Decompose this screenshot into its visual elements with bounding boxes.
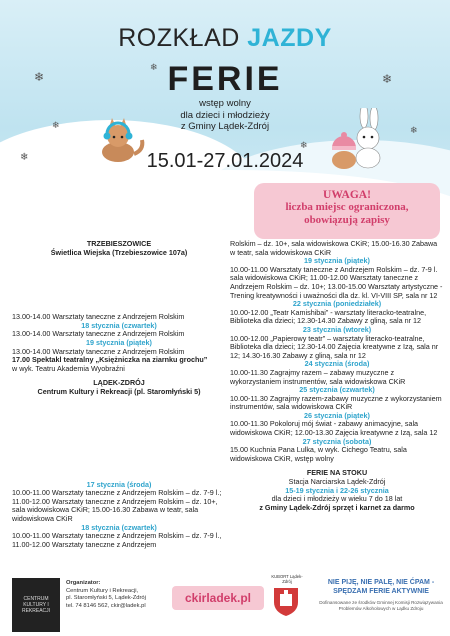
website-link[interactable]: ckirladek.pl (172, 586, 264, 610)
organizer-line: pl. Staromłyński 5, Lądek-Zdrój (66, 595, 146, 601)
date-heading: 17 stycznia (środa) (86, 479, 152, 489)
slogan (318, 578, 444, 596)
organizer-label: Organizator: (66, 580, 101, 586)
event-entry: w wyk. Teatru Akademia Wyobraźni (12, 363, 125, 373)
event-entry: 17.00 Spektakl teatralny „Księżniczka na ziarnku grochu” (12, 355, 208, 365)
date-heading: 25 stycznia (czwartek) (299, 385, 375, 395)
schedule-right-column (230, 240, 444, 512)
funding-note: Dofinansowane ze środków Gminnej Komisji Rozwiązywania Problemów Alkoholowych w Lądku Zdroju (319, 600, 443, 611)
notice-line: liczba miejsc ograniczona, (285, 201, 409, 213)
intro-line: wstęp wolny (199, 98, 251, 109)
intro-text (150, 98, 300, 133)
organizer-info (66, 580, 166, 610)
title-main: FERIE (167, 60, 283, 98)
event-entry: 10.00-12.00 „Teatr Kamishibai” - warsztaty literacko-teatralne, Biblioteka dla dzieci; 12.30-14.30 Zabawy z gliną, sala nr 12 (230, 307, 427, 326)
cat-illustration-icon (88, 116, 148, 166)
town-crest-icon (270, 580, 302, 618)
date-heading: 26 stycznia (piątek) (304, 410, 370, 420)
crest-caption: KUBORT Lądek-Zdrój (271, 574, 303, 584)
ski-dates: 15-19 stycznia i 22-26 stycznia (285, 485, 389, 495)
snowflake-icon: ❄ (52, 120, 60, 130)
snowflake-icon: ❄ (34, 70, 45, 84)
date-heading: 18 stycznia (czwartek) (81, 320, 157, 330)
ski-line: z Gminy Lądek-Zdrój sprzęt i karnet za darmo (259, 502, 415, 512)
title-prefix: ROZKŁAD (118, 24, 240, 52)
event-dates: 15.01-27.01.2024 (146, 150, 304, 172)
event-entry: 10.00-11.30 Zagrajmy razem – zabawy muzyczne z wykorzystaniem instrumentów, sala widowiskowa CKiR (230, 367, 406, 386)
intro-line: z Gminy Lądek-Zdrój (180, 121, 270, 132)
notice-heading: UWAGA! (323, 189, 371, 201)
ckir-logo (12, 578, 60, 632)
event-entry: 13.00-14.00 Warsztaty taneczne z Andrzejem Rolskim (12, 312, 185, 322)
schedule-left-column (12, 240, 226, 549)
notice-line: obowiązują zapisy (304, 214, 390, 226)
event-entry: 10.00-11.00 Warsztaty taneczne z Andrzejem Rolskim – dz. 7-9 l.; 11.00-12.00 Warsztaty taneczne z Andrzejem Rolskim – dz. 10+, sala widowiskowa CKiR; 15.00-16.30 Zabawa w teatr, sala widowiskowa CKiR (12, 488, 222, 523)
date-heading: 22 stycznia (poniedziałek) (292, 299, 382, 309)
location-name: LĄDEK-ZDRÓJ (93, 378, 145, 388)
bunny-illustration-icon (324, 108, 384, 170)
event-entry: 13.00-14.00 Warsztaty taneczne z Andrzejem Rolskim (12, 346, 185, 356)
location-place: Centrum Kultury i Rekreacji (pl. Staromłyński 5) (37, 386, 201, 396)
ski-title: FERIE NA STOKU (306, 468, 368, 478)
date-heading: 27 stycznia (sobota) (302, 436, 372, 446)
organizer-line: Centrum Kultury i Rekreacji, (66, 587, 139, 594)
snowflake-icon: ❄ (150, 62, 158, 72)
ski-line: dla dzieci i młodzieży w wieku 7 do 18 lat (271, 494, 403, 504)
slogan-line: NIE PIJĘ, NIE PALĘ, NIE ĆPAM - (327, 579, 435, 586)
title-highlight: JAZDY (247, 24, 332, 52)
event-entry: 10.00-11.30 Zagrajmy razem-zabawy muzyczne z wykorzystaniem instrumentów, sala widowiskowa CKiR (230, 393, 442, 412)
notice-box (254, 183, 440, 239)
date-heading: 18 stycznia (czwartek) (81, 522, 157, 532)
organizer-line: tel. 74 8146 562, ckir@ladek.pl (66, 602, 146, 609)
event-entry: 10.00-11.30 Pokoloruj mój świat - zabawy animacyjne, sala widowiskowa CKiR; 12.00-13.30 Zajęcia kreatywne z Izą, sala 12 (230, 419, 438, 438)
slogan-line: SPĘDZAM FERIE AKTYWNIE (333, 588, 429, 595)
location-name: TRZEBIESZOWICE (86, 239, 152, 248)
snowflake-icon: ❄ (20, 152, 29, 163)
snowflake-icon: ❄ (382, 72, 393, 86)
date-heading: 19 stycznia (piątek) (304, 256, 370, 266)
event-entry: 10.00-12.00 „Papierowy teatr” – warsztaty literacko-teatralne, Biblioteka dla dzieci; 12.30-14.00 Zajęcia kreatywne z Izą, sala nr 12; 14.30-16.30 Zabawy z gliną, sala nr 12 (230, 333, 439, 360)
date-heading: 19 stycznia (piątek) (86, 337, 152, 347)
event-entry: 10.00-11.00 Warsztaty taneczne z Andrzejem Rolskim – dz. 7-9 l. sala widowiskowa CKiR; 11.00-12.00 Warsztaty taneczne z Andrzejem Rolskim – dz. 10+; 13.00-15.00 Warsztaty artystyczne - Trening kreatywności i uważności dla dz. kl. VI-VIII SP, sala nr 12 (230, 264, 443, 300)
event-entry: 13.00-14.00 Warsztaty taneczne z Andrzejem Rolskim (12, 329, 185, 339)
location-place: Świetlica Wiejska (Trzebieszowice 107a) (50, 247, 188, 257)
event-entry: 10.00-11.00 Warsztaty taneczne z Andrzejem Rolskim – dz. 7-9 l., 11.00-12.00 Warsztaty taneczne z Andrzejem (12, 531, 222, 549)
snowflake-icon: ❄ (410, 125, 418, 135)
intro-line: dla dzieci i młodzieży (180, 109, 270, 121)
snowflake-icon: ❄ (300, 140, 308, 150)
event-entry: 15.00 Kuchnia Pana Lulka, w wyk. Cichego Teatru, sala widowiskowa CKiR, wstęp wolny (230, 445, 407, 463)
date-heading: 23 stycznia (wtorek) (302, 324, 372, 334)
title-line1 (0, 24, 450, 53)
ski-place: Stacja Narciarska Lądek-Zdrój (288, 477, 386, 487)
event-entry: Rolskim – dz. 10+, sala widowiskowa CKiR; 15.00-16.30 Zabawa w teatr, sala widowiskowa CKiR (230, 239, 438, 257)
spacer (12, 257, 226, 313)
logo-text: CENTRUM KULTURY I REKREACJI (21, 596, 51, 614)
blank-area (12, 397, 217, 481)
footer (0, 574, 450, 636)
date-heading: 24 stycznia (środa) (304, 359, 370, 369)
